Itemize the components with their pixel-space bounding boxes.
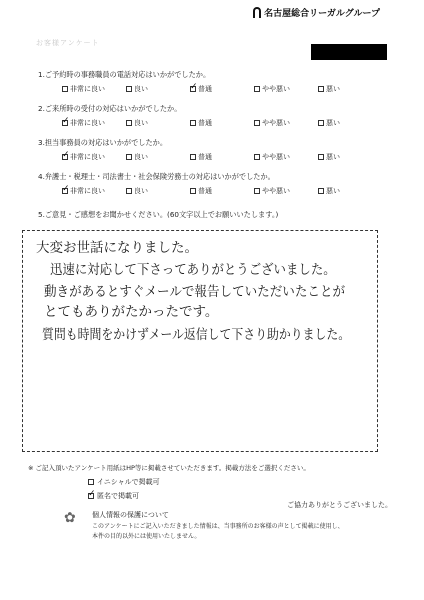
comment-line-4: とてもありがたかったです。 — [44, 304, 219, 320]
question-1-label: 1.ご予約時の事務職員の電話対応はいかがでしたか。 — [38, 70, 211, 79]
q2-option-1[interactable]: ✓ 非常に良い — [62, 118, 126, 128]
q1-option-4[interactable]: やや悪い — [254, 84, 318, 94]
checkbox-icon[interactable] — [254, 120, 260, 126]
checkbox-icon[interactable] — [190, 120, 196, 126]
q3-option-5[interactable]: 悪い — [318, 152, 358, 162]
privacy-line-1: このアンケートにご記入いただきました情報は、当事務所のお客様の声として掲載に使用し、 — [92, 523, 344, 530]
question-4-options — [62, 186, 358, 196]
checkbox-icon[interactable] — [126, 120, 132, 126]
checkbox-icon[interactable] — [190, 154, 196, 160]
checkbox-checked-icon[interactable] — [62, 120, 68, 126]
checkbox-icon[interactable] — [190, 188, 196, 194]
q1-option-2[interactable]: 良い — [126, 84, 190, 94]
comment-line-2: 迅速に対応して下さってありがとうございました。 — [50, 262, 336, 278]
checkbox-checked-icon[interactable] — [88, 493, 94, 499]
checkbox-icon[interactable] — [318, 188, 324, 194]
question-3-options — [62, 152, 358, 162]
privacy-line-2: 本件の目的以外には使用いたしません。 — [92, 533, 201, 540]
q3-option-1[interactable]: ✓ 非常に良い — [62, 152, 126, 162]
checkbox-icon[interactable] — [254, 188, 260, 194]
consent-note: ※ ご記入頂いたアンケート用紙はHP等に掲載させていただきます。掲載方法をご選択ください。 — [28, 464, 310, 472]
company-logo — [253, 6, 380, 19]
checkbox-icon[interactable] — [126, 154, 132, 160]
checkbox-checked-icon[interactable] — [62, 154, 68, 160]
q3-option-2[interactable]: 良い — [126, 152, 190, 162]
question-4-label: 4.弁護士・税理士・司法書士・社会保険労務士の対応はいかがでしたか。 — [38, 172, 275, 181]
checkbox-icon[interactable] — [318, 120, 324, 126]
consent-option-initial[interactable]: イニシャルで掲載可 — [88, 477, 160, 487]
q2-option-4[interactable]: やや悪い — [254, 118, 318, 128]
q4-option-3[interactable]: 普通 — [190, 186, 254, 196]
q3-option-4[interactable]: やや悪い — [254, 152, 318, 162]
checkbox-icon[interactable] — [126, 188, 132, 194]
comment-line-5: 質問も時間をかけずメール返信して下さり助かりました。 — [42, 327, 351, 343]
q4-option-5[interactable]: 悪い — [318, 186, 358, 196]
company-name: 名古屋総合リーガルグループ — [264, 9, 380, 19]
checkbox-icon[interactable] — [254, 86, 260, 92]
q3-option-3[interactable]: 普通 — [190, 152, 254, 162]
privacy-title: 個人情報の保護について — [92, 511, 169, 519]
checkbox-icon[interactable] — [62, 86, 68, 92]
question-3-label: 3.担当事務員の対応はいかがでしたか。 — [38, 138, 168, 147]
q1-option-3[interactable]: ✓ 普通 — [190, 84, 254, 94]
q2-option-2[interactable]: 良い — [126, 118, 190, 128]
q2-option-5[interactable]: 悪い — [318, 118, 358, 128]
checkbox-icon[interactable] — [254, 154, 260, 160]
checkbox-checked-icon[interactable] — [62, 188, 68, 194]
question-1-options — [62, 84, 358, 94]
flower-doodle-icon: ✿ — [64, 510, 76, 526]
q2-option-3[interactable]: 普通 — [190, 118, 254, 128]
redacted-name-block — [311, 44, 387, 60]
logo-mark-icon — [253, 7, 261, 18]
comment-line-3: 動きがあるとすぐメールで報告していただいたことが — [44, 284, 346, 300]
consent-option-anonymous[interactable]: ✓ 匿名で掲載可 — [88, 491, 139, 501]
q4-option-2[interactable]: 良い — [126, 186, 190, 196]
q1-option-5[interactable]: 悪い — [318, 84, 358, 94]
question-2-label: 2.ご来所時の受付の対応はいかがでしたか。 — [38, 104, 182, 113]
q1-option-1[interactable]: 非常に良い — [62, 84, 126, 94]
checkbox-icon[interactable] — [88, 479, 94, 485]
checkbox-checked-icon[interactable] — [190, 86, 196, 92]
checkbox-icon[interactable] — [126, 86, 132, 92]
faint-title: お客様アンケート — [36, 39, 100, 47]
q4-option-1[interactable]: ✓ 非常に良い — [62, 186, 126, 196]
checkbox-icon[interactable] — [318, 86, 324, 92]
comment-line-1: 大変お世話になりました。 — [36, 240, 198, 256]
question-5-label: 5.ご意見・ご感想をお聞かせください。(60文字以上でお願いいたします。) — [38, 210, 279, 219]
question-2-options — [62, 118, 358, 128]
checkbox-icon[interactable] — [318, 154, 324, 160]
q4-option-4[interactable]: やや悪い — [254, 186, 318, 196]
thanks-text: ご協力ありがとうございました。 — [287, 501, 392, 509]
